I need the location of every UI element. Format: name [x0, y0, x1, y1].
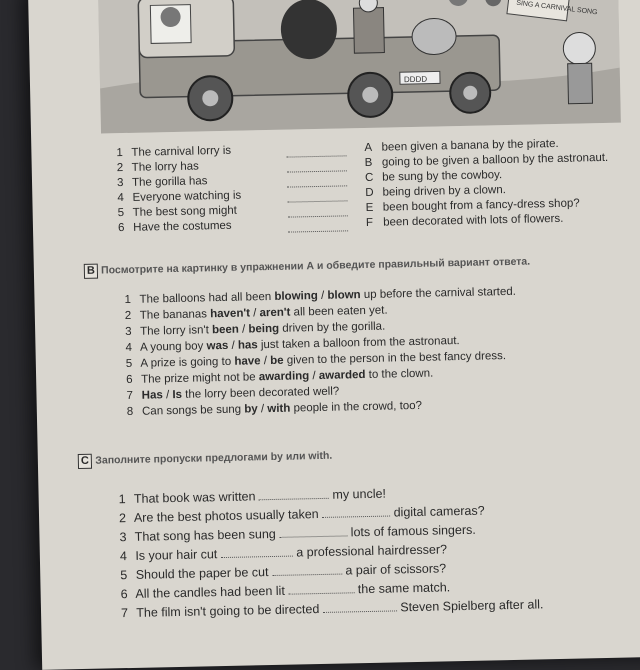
plate-text: DDDD [403, 74, 428, 85]
answer-blank-c5[interactable] [272, 566, 342, 576]
exercise-c-item-5: 5 Should the paper be cut a pair of scissors? [120, 561, 447, 583]
exercise-c-item-1: 1 That book was written my uncle! [118, 486, 387, 507]
option-awarding[interactable]: awarding [258, 370, 310, 384]
exercise-c-item-7: 7 The film isn't going to be directed Steven Spielberg after all. [120, 597, 544, 621]
option-with[interactable]: with [267, 402, 291, 416]
answer-blank-c7[interactable] [323, 602, 397, 613]
textbook-page [28, 0, 640, 670]
exercise-a-right-b: B going to be given a balloon by the astronaut. [364, 151, 609, 169]
exercise-b-item-3: 3 The lorry isn't been / being driven by the gorilla. [125, 320, 386, 339]
exercise-a-left-2: 2 The lorry has [116, 160, 199, 175]
exercise-a-right-d: D being driven by a clown. [365, 184, 507, 199]
option-has[interactable]: has [237, 339, 258, 352]
exercise-c-header [78, 449, 333, 469]
exercise-c-item-2: 2 Are the best photos usually taken digital cameras? [118, 503, 485, 526]
exercise-a [116, 137, 640, 243]
exercise-a-left-1: 1 The carnival lorry is [116, 144, 232, 160]
option-has-7[interactable]: Has [141, 389, 163, 402]
carnival-illustration [98, 0, 621, 134]
answer-blank-c4[interactable] [221, 548, 293, 559]
answer-blank-a3[interactable] [287, 177, 347, 187]
answer-blank-a6[interactable] [288, 222, 348, 232]
exercise-a-left-5: 5 The best song might [117, 204, 237, 220]
option-be[interactable]: be [270, 354, 284, 368]
answer-blank-c2[interactable] [322, 508, 390, 518]
exercise-b-item-8: 8 Can songs be sung by / with people in the crowd, too? [126, 399, 423, 419]
exercise-a-right-e: E been bought from a fancy-dress shop? [365, 197, 580, 214]
answer-blank-c1[interactable] [259, 490, 329, 500]
exercise-b-label: B [84, 264, 98, 279]
option-arent[interactable]: aren't [259, 306, 291, 320]
option-havent[interactable]: haven't [210, 307, 251, 321]
answer-blank-a5[interactable] [288, 207, 348, 217]
answer-blank-a1[interactable] [286, 147, 346, 157]
exercise-c-item-6: 6 All the candles had been lit the same match. [120, 580, 451, 602]
exercise-b [84, 252, 640, 434]
option-blown[interactable]: blown [327, 289, 361, 302]
exercise-b-instruction: Посмотрите на картинку в упражнении А и обведите правильный вариант ответа. [100, 255, 531, 277]
exercise-b-item-1: 1 The balloons had all been blowing / blown up before the carnival started. [124, 285, 517, 307]
exercise-b-item-5: 5 A prize is going to have / be given to the person in the best fancy dress. [125, 350, 507, 371]
exercise-b-item-6: 6 The prize might not be awarding / awarded to the clown. [126, 367, 434, 387]
exercise-b-item-4: 4 A young boy was / has just taken a balloon from the astronaut. [125, 335, 460, 355]
option-was[interactable]: was [206, 339, 229, 353]
banner-text: SING A CARNIVAL SONG [515, 0, 598, 17]
exercise-a-right-f: F been decorated with lots of flowers. [365, 212, 564, 229]
option-by[interactable]: by [244, 403, 258, 416]
option-have[interactable]: have [234, 355, 261, 368]
option-been[interactable]: been [211, 323, 239, 337]
option-awarded[interactable]: awarded [318, 369, 366, 382]
option-is[interactable]: Is [172, 388, 183, 402]
exercise-c-item-4: 4 Is your hair cut a professional hairdresser? [119, 542, 448, 564]
exercise-c [78, 442, 640, 634]
exercise-b-header [84, 255, 531, 279]
exercise-a-left-6: 6 Have the costumes [117, 219, 232, 235]
answer-blank-a4[interactable] [287, 192, 347, 202]
exercise-c-item-3: 3 That song has been sung lots of famous singers. [119, 522, 476, 545]
answer-blank-a2[interactable] [287, 162, 347, 172]
exercise-a-right-c: C be sung by the cowboy. [364, 169, 503, 184]
exercise-c-instruction: Заполните пропуски предлогами by или with. [95, 449, 333, 467]
exercise-b-item-7: 7 Has / Is the lorry been decorated well? [126, 385, 340, 403]
carnival-lorry-drawing [98, 0, 621, 134]
exercise-a-right-a: A been given a banana by the pirate. [364, 137, 559, 154]
answer-blank-c6[interactable] [288, 584, 354, 594]
exercise-a-left-3: 3 The gorilla has [116, 175, 208, 190]
answer-blank-c3[interactable] [279, 527, 347, 537]
option-blowing[interactable]: blowing [274, 289, 318, 303]
exercise-c-label: C [78, 454, 92, 469]
option-being[interactable]: being [248, 322, 280, 336]
exercise-b-item-2: 2 The bananas haven't / aren't all been eaten yet. [124, 304, 388, 323]
exercise-a-left-4: 4 Everyone watching is [117, 189, 242, 205]
